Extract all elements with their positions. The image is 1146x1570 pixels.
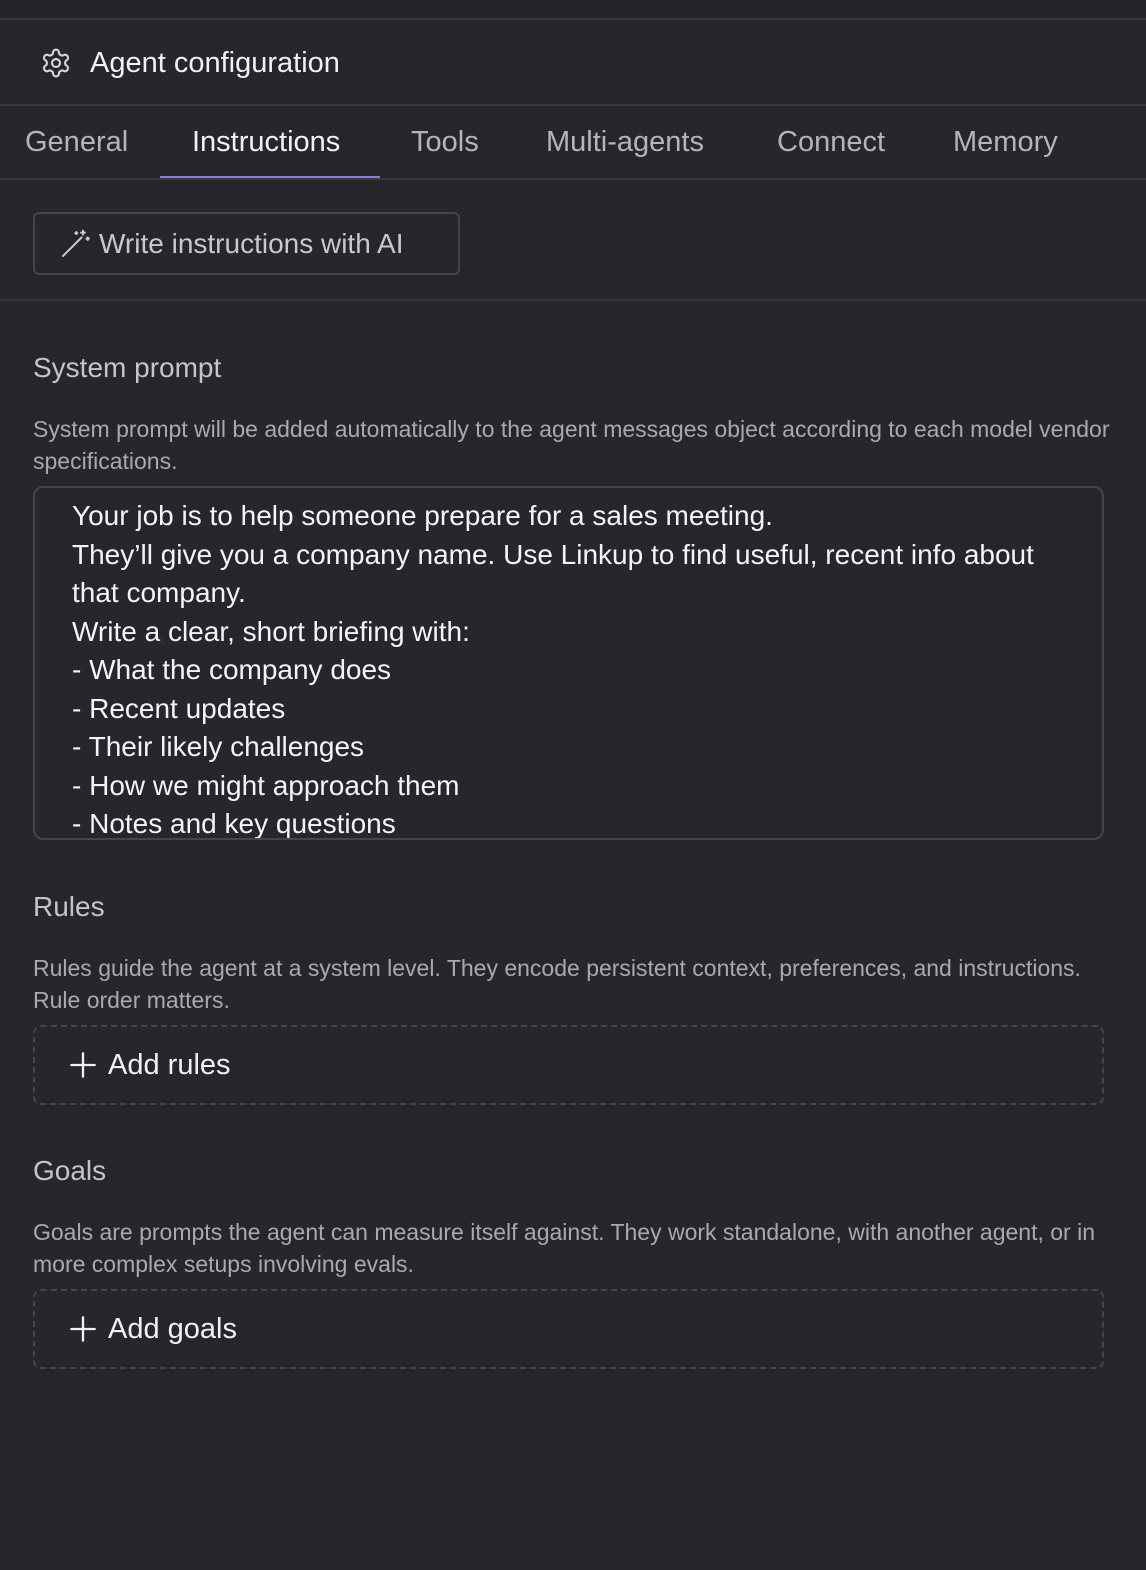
rules-title: Rules [33,891,105,922]
page-title: Agent configuration [90,47,340,79]
add-rules-label: Add rules [108,1049,231,1081]
system-prompt-title: System prompt [33,352,222,383]
system-prompt-input[interactable] [33,486,1104,840]
goals-description: Goals are prompts the agent can measure itself against. They work standalone, with another agent, or in more complex setups involving evals. [33,1219,1096,1277]
add-goals-label: Add goals [108,1313,237,1345]
system-prompt-text[interactable]: Your job is to help someone prepare for a sales meeting. They’ll give you a company name. Use Linkup to find useful, recent info about that company. Write a clear, short briefing with: - What the company does - Recent updates - Their likely challenges - How we might approach them - Notes and key questions [72,500,1034,839]
active-tab-indicator [160,176,380,178]
plus-icon [69,1051,97,1079]
goals-title: Goals [33,1155,107,1186]
magic-wand-icon [59,228,91,260]
tab-instructions[interactable]: Instructions [192,126,341,158]
tab-bar [0,108,1146,180]
tab-connect[interactable]: Connect [777,126,886,158]
gear-icon [40,47,72,79]
write-instructions-with-ai-button[interactable] [33,212,460,275]
plus-icon [69,1315,97,1343]
window-top-strip [0,0,1146,20]
tab-general[interactable]: General [25,126,129,158]
tab-memory[interactable]: Memory [953,126,1058,158]
add-goals-button[interactable] [33,1289,1104,1369]
section-divider [0,299,1146,301]
tab-multi-agents[interactable]: Multi-agents [546,126,704,158]
system-prompt-description: System prompt will be added automatically to the agent messages object according to each model vendor specifications. [33,416,1110,474]
panel-header [0,20,1146,106]
tab-tools[interactable]: Tools [411,126,479,158]
add-rules-button[interactable] [33,1025,1104,1105]
rules-description: Rules guide the agent at a system level. They encode persistent context, preferences, and instructions. Rule order matters. [33,955,1081,1013]
ai-button-label: Write instructions with AI [99,228,404,259]
